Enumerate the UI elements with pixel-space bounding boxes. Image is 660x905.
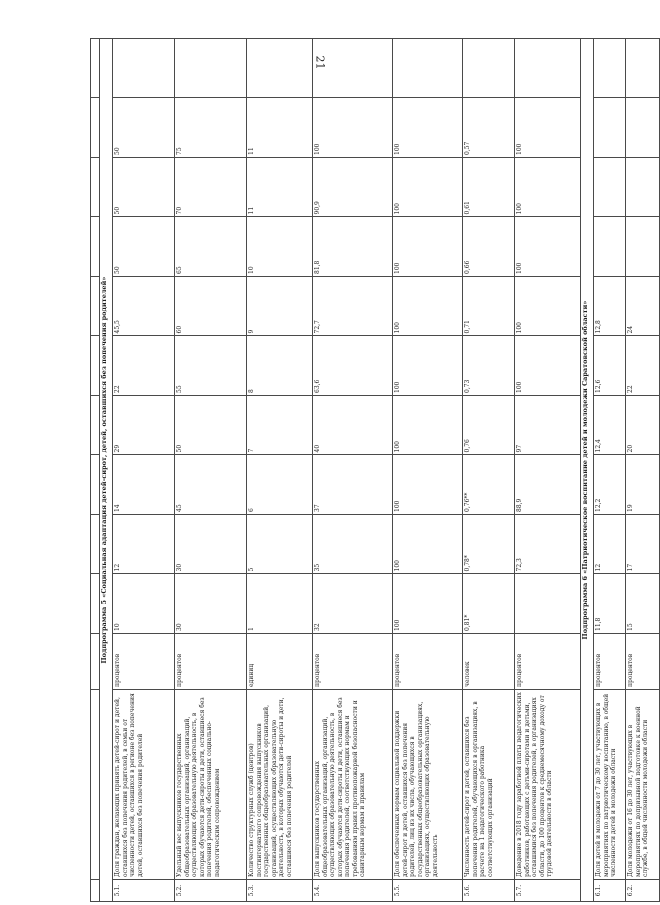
value-cell: 55 bbox=[175, 336, 247, 396]
indicator-description: Доля граждан, желающих принять детей-сирот и детей, оставшихся без попечения родителей, в семьи от численности детей, оставшихся в регионе без попечения детей, оставшихся без попечения родителей bbox=[113, 690, 175, 880]
unit-cell: человек bbox=[463, 634, 515, 690]
value-cell: 45 bbox=[175, 455, 247, 515]
value-cell bbox=[515, 574, 581, 634]
value-cell: 0,73 bbox=[463, 336, 515, 396]
value-cell bbox=[594, 98, 626, 158]
value-cell: 10 bbox=[247, 217, 313, 277]
value-cell: 100 bbox=[393, 98, 463, 158]
indicator-description: Доля обеспеченных нормам социальной поддержки детей-сирот и детей, оставшихся без попечения родителей, лиц из их числа, обучающихся в государственных общеобразовательных организациях, организациях, осуществляющих образовательную деятельность bbox=[393, 690, 463, 880]
value-cell: 1 bbox=[247, 574, 313, 634]
value-cell: 45,5 bbox=[113, 277, 175, 337]
indicator-description: Количество структурных служб (центров) постинтернатного сопровождения выпускников государственных общеобразовательных организаций, организаций, осуществляющих образовательную деятельность, в которых обучаются дети-сироты и дети, оставшиеся без попечения родителей bbox=[247, 690, 313, 880]
row-number: 5.6. bbox=[463, 880, 515, 902]
value-cell: 37 bbox=[313, 455, 393, 515]
value-cell: 100 bbox=[393, 574, 463, 634]
value-cell: 0,61 bbox=[463, 158, 515, 218]
value-cell: 12 bbox=[594, 515, 626, 575]
value-cell: 65 bbox=[175, 217, 247, 277]
value-cell: 12,8 bbox=[594, 277, 626, 337]
value-cell: 100 bbox=[313, 98, 393, 158]
unit-cell: процентов bbox=[515, 634, 581, 690]
value-cell: 17 bbox=[626, 515, 660, 575]
value-cell bbox=[463, 39, 515, 99]
value-cell bbox=[313, 39, 393, 99]
value-cell bbox=[594, 158, 626, 218]
unit-cell: процентов bbox=[594, 634, 626, 690]
unit-cell: процентов bbox=[313, 634, 393, 690]
value-cell: 11 bbox=[247, 158, 313, 218]
value-cell: 20 bbox=[626, 396, 660, 456]
value-cell: 6 bbox=[247, 455, 313, 515]
value-cell: 12 bbox=[113, 515, 175, 575]
value-cell: 63,6 bbox=[313, 336, 393, 396]
unit-cell: процентов bbox=[175, 634, 247, 690]
unit-cell: процентов bbox=[393, 634, 463, 690]
value-cell: 0,78* bbox=[463, 515, 515, 575]
value-cell bbox=[113, 39, 175, 99]
value-cell: 11,8 bbox=[594, 574, 626, 634]
indicator-description: Удельный вес выпускников государственных общеобразовательных организаций, организаций, осуществляющих образовательную деятельность, в которых обучаются дети-сироты и дети, оставшиеся без попечения родителей, обеспеченных социально-педагогическим сопровождением bbox=[175, 690, 247, 880]
row-number: 5.1. bbox=[113, 880, 175, 902]
row-number: 5.7. bbox=[515, 880, 581, 902]
table-row bbox=[393, 39, 463, 902]
value-cell: 100 bbox=[393, 515, 463, 575]
value-cell bbox=[175, 39, 247, 99]
value-cell: 12,6 bbox=[594, 336, 626, 396]
value-cell: 22 bbox=[626, 336, 660, 396]
value-cell: 50 bbox=[113, 158, 175, 218]
indicator-description: Численность детей-сирот и детей, оставшихся без попечения родителей, обучающихся в организациях, в расчете на 1 педагогического работника соответствующих организаций bbox=[463, 690, 515, 880]
value-cell bbox=[626, 217, 660, 277]
value-cell: 40 bbox=[313, 396, 393, 456]
rotated-table-container bbox=[90, 38, 649, 902]
indicator-description: Доля выпускников государственных общеобразовательных организаций, организаций, осуществляющих образовательную деятельность, в которых обучаются дети-сироты и дети, оставшиеся без попечения родителей, соответствующих нормам и требованиям правил противопожарной безопасности и санитарным нормам и правилам bbox=[313, 690, 393, 880]
value-cell: 29 bbox=[113, 396, 175, 456]
indicator-description: Доля детей и молодежи от 7 до 30 лет, участвующих в мероприятиях по патриотическому воспитанию, в общей численности детей и молодежи области bbox=[594, 690, 626, 880]
table-row bbox=[175, 39, 247, 902]
value-cell: 100 bbox=[393, 158, 463, 218]
value-cell: 0,71 bbox=[463, 277, 515, 337]
indicator-description: Доведение в 2018 году заработной платы педагогических работников, работающих с детьми-сиротами и детьми, оставшимися без попечения родителей, в организациях области, до 100 процентов к среднемесячному доходу от трудовой деятельности в области bbox=[515, 690, 581, 880]
section-5-header-row bbox=[100, 39, 113, 902]
value-cell bbox=[626, 39, 660, 99]
table-row bbox=[594, 39, 626, 902]
value-cell bbox=[594, 217, 626, 277]
value-cell: 81,8 bbox=[313, 217, 393, 277]
row-number: 5.5. bbox=[393, 880, 463, 902]
value-cell: 100 bbox=[515, 277, 581, 337]
section-6-header-row bbox=[581, 39, 594, 902]
table-row bbox=[113, 39, 175, 902]
section-5-title: Подпрограмма 5 «Социальная адаптация детей-сирот, детей, оставшихся без попечения родителей» bbox=[100, 39, 113, 902]
value-cell: 90,9 bbox=[313, 158, 393, 218]
section-6-title: Подпрограмма 6 «Патриотическое воспитание детей и молодежи Саратовской области» bbox=[581, 39, 594, 902]
value-cell: 8 bbox=[247, 336, 313, 396]
value-cell: 100 bbox=[515, 98, 581, 158]
value-cell: 100 bbox=[393, 217, 463, 277]
value-cell: 100 bbox=[393, 336, 463, 396]
table-row bbox=[247, 39, 313, 902]
top-spacer-row bbox=[91, 39, 100, 902]
value-cell bbox=[247, 39, 313, 99]
row-number: 5.3. bbox=[247, 880, 313, 902]
table-row bbox=[626, 39, 660, 902]
value-cell: 50 bbox=[113, 98, 175, 158]
value-cell: 97 bbox=[515, 396, 581, 456]
value-cell: 10 bbox=[113, 574, 175, 634]
value-cell: 100 bbox=[515, 217, 581, 277]
value-cell: 9 bbox=[247, 277, 313, 337]
value-cell: 100 bbox=[393, 277, 463, 337]
value-cell: 32 bbox=[313, 574, 393, 634]
row-number: 6.2. bbox=[626, 880, 660, 902]
unit-cell: единиц bbox=[247, 634, 313, 690]
value-cell bbox=[594, 39, 626, 99]
value-cell: 100 bbox=[393, 455, 463, 515]
row-number: 5.4. bbox=[313, 880, 393, 902]
unit-cell: процентов bbox=[113, 634, 175, 690]
value-cell: 30 bbox=[175, 574, 247, 634]
table-row bbox=[463, 39, 515, 902]
value-cell: 60 bbox=[175, 277, 247, 337]
value-cell: 24 bbox=[626, 277, 660, 337]
value-cell: 0,76** bbox=[463, 455, 515, 515]
value-cell: 75 bbox=[175, 98, 247, 158]
value-cell bbox=[626, 98, 660, 158]
value-cell: 100 bbox=[515, 158, 581, 218]
value-cell: 5 bbox=[247, 515, 313, 575]
value-cell: 50 bbox=[175, 396, 247, 456]
value-cell: 72,3 bbox=[515, 515, 581, 575]
value-cell: 35 bbox=[313, 515, 393, 575]
value-cell: 100 bbox=[393, 396, 463, 456]
value-cell: 22 bbox=[113, 336, 175, 396]
value-cell: 14 bbox=[113, 455, 175, 515]
value-cell: 0,81* bbox=[463, 574, 515, 634]
row-number: 6.1. bbox=[594, 880, 626, 902]
value-cell: 30 bbox=[175, 515, 247, 575]
indicator-description: Доля молодежи от 16 до 30 лет, участвующих в мероприятиях по допризывной подготовке к военной службе, в общей численности молодежи области bbox=[626, 690, 660, 880]
unit-cell: процентов bbox=[626, 634, 660, 690]
value-cell bbox=[393, 39, 463, 99]
value-cell: 15 bbox=[626, 574, 660, 634]
value-cell: 12,2 bbox=[594, 455, 626, 515]
table-row bbox=[313, 39, 393, 902]
value-cell: 0,66 bbox=[463, 217, 515, 277]
value-cell: 70 bbox=[175, 158, 247, 218]
value-cell: 88,9 bbox=[515, 455, 581, 515]
value-cell: 100 bbox=[515, 336, 581, 396]
indicators-table bbox=[90, 38, 660, 902]
value-cell: 0,57 bbox=[463, 98, 515, 158]
value-cell: 0,76 bbox=[463, 396, 515, 456]
value-cell: 50 bbox=[113, 217, 175, 277]
value-cell bbox=[626, 158, 660, 218]
value-cell: 72,7 bbox=[313, 277, 393, 337]
value-cell: 19 bbox=[626, 455, 660, 515]
value-cell: 12,4 bbox=[594, 396, 626, 456]
row-number: 5.2. bbox=[175, 880, 247, 902]
value-cell: 11 bbox=[247, 98, 313, 158]
value-cell: 7 bbox=[247, 396, 313, 456]
table-row bbox=[515, 39, 581, 902]
page-number: 21 bbox=[313, 55, 327, 70]
value-cell bbox=[515, 39, 581, 99]
